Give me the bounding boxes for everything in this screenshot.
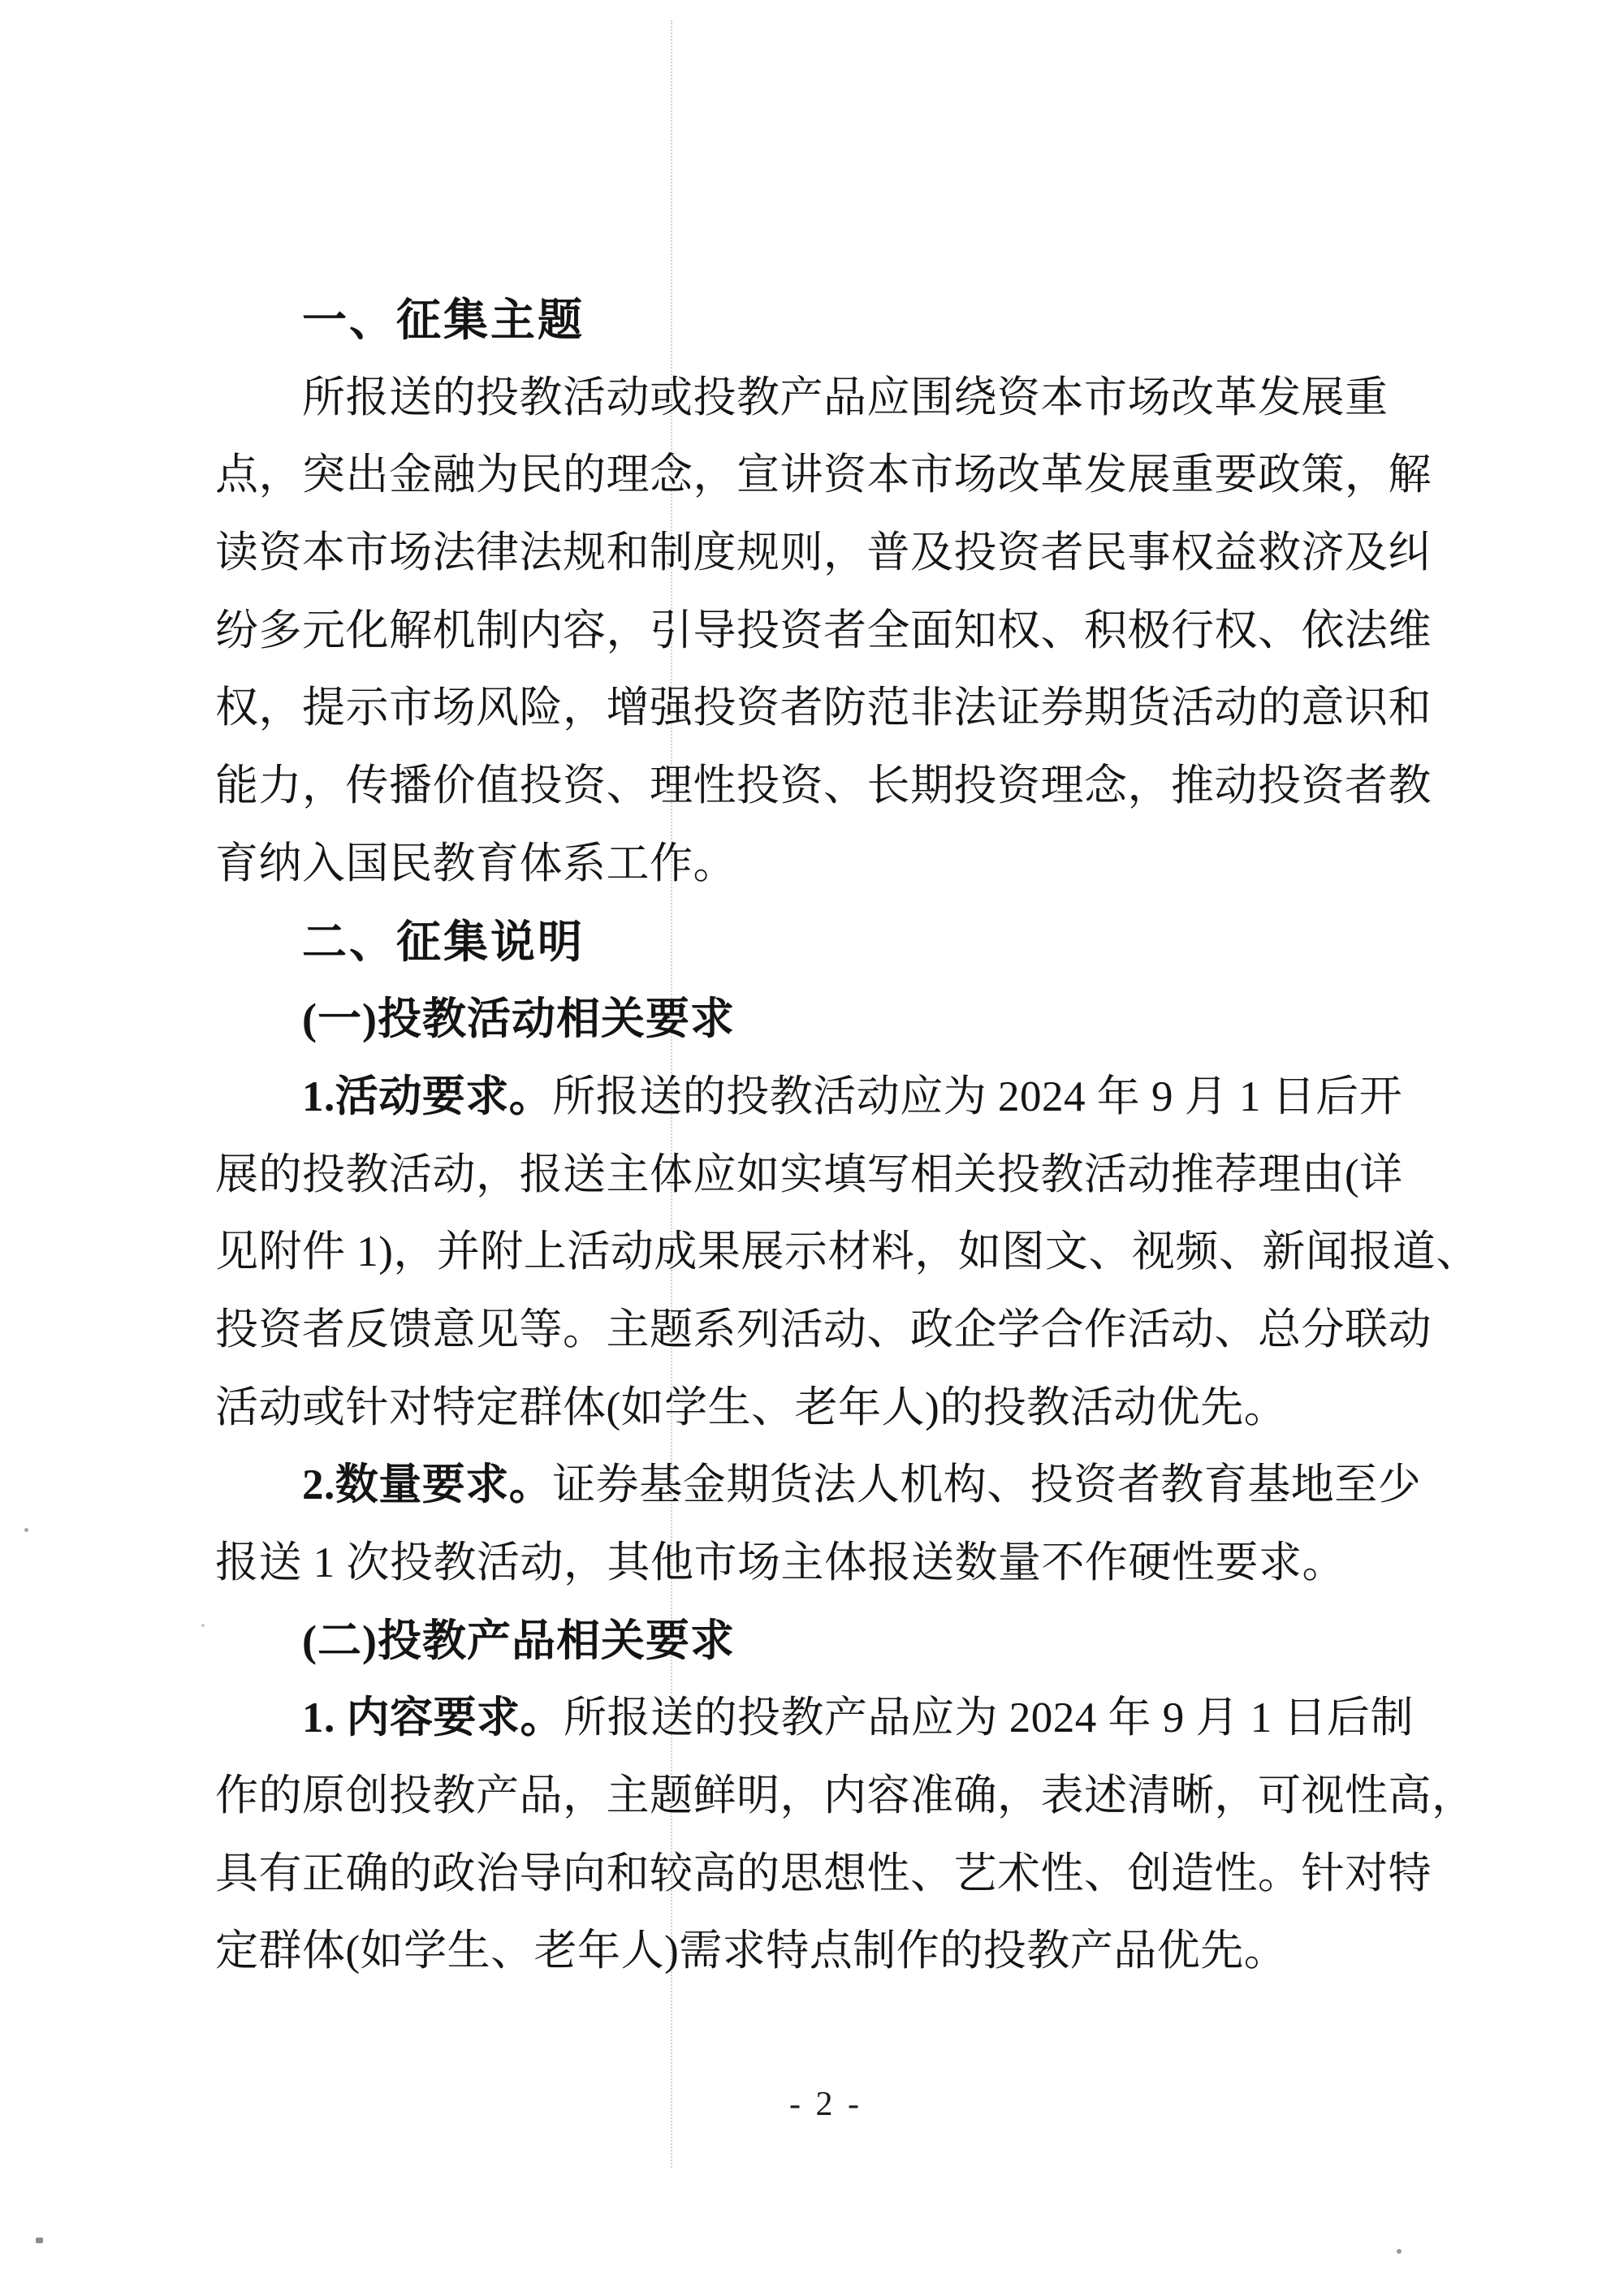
heading-section-2 <box>215 904 1436 982</box>
text-segment: 报送 1 次投教活动，其他市场主体报送数量不作硬性要求。 <box>215 1539 1345 1586</box>
para-1-line-4 <box>215 593 1436 671</box>
text-segment: 纷多元化解机制内容，引导投资者全面知权、积极行权、依法维 <box>215 606 1432 654</box>
text-segment: 所报送的投教活动应为 2024 年 9 月 1 日后开 <box>552 1072 1403 1120</box>
text-block <box>215 282 1479 1991</box>
para-2-3-line-1 <box>215 1680 1436 1758</box>
para-2-1-line-2 <box>215 1137 1436 1215</box>
para-2-3-line-3 <box>215 1836 1436 1914</box>
run-in-heading: 1. 内容要求。 <box>302 1694 564 1742</box>
subheading-2-1 <box>215 981 1436 1059</box>
para-1-line-2 <box>215 437 1436 515</box>
scan-artifact-speck <box>1397 2249 1402 2254</box>
text-segment: 育纳入国民教育体系工作。 <box>215 839 736 887</box>
scan-artifact-speck <box>24 1528 28 1532</box>
text-segment: 投资者反馈意见等。主题系列活动、政企学合作活动、总分联动 <box>215 1306 1432 1353</box>
para-2-2-line-1 <box>215 1447 1436 1525</box>
run-in-heading: 1.活动要求。 <box>302 1072 553 1120</box>
text-segment: 所报送的投教活动或投教产品应围绕资本市场改革发展重 <box>302 373 1389 421</box>
para-1-line-7 <box>215 826 1436 904</box>
para-2-3-line-4 <box>215 1913 1436 1991</box>
subheading-2-2 <box>215 1603 1436 1681</box>
run-in-heading: 2.数量要求。 <box>302 1461 553 1509</box>
para-1-line-5 <box>215 670 1436 748</box>
para-2-1-line-5 <box>215 1370 1436 1448</box>
scan-artifact-speck <box>201 1624 205 1627</box>
text-segment: 具有正确的政治导向和较高的思想性、艺术性、创造性。针对特 <box>215 1849 1432 1897</box>
para-2-1-line-4 <box>215 1292 1436 1370</box>
text-segment: 见附件 1)，并附上活动成果展示材料，如图文、视频、新闻报道、 <box>215 1228 1479 1276</box>
text-segment: 展的投教活动，报送主体应如实填写相关投教活动推荐理由(详 <box>215 1150 1403 1198</box>
para-2-3-line-2 <box>215 1758 1475 1836</box>
text-segment: 点，突出金融为民的理念，宣讲资本市场改革发展重要政策，解 <box>215 451 1432 499</box>
para-2-1-line-3 <box>215 1214 1479 1292</box>
text-segment: 定群体(如学生、老年人)需求特点制作的投教产品优先。 <box>215 1927 1288 1975</box>
para-1-line-1 <box>215 360 1436 438</box>
run-in-heading: 一、征集主题 <box>302 295 585 345</box>
para-2-2-line-2 <box>215 1525 1436 1603</box>
text-segment: 所报送的投教产品应为 2024 年 9 月 1 日后制 <box>564 1694 1414 1742</box>
run-in-heading: (二)投教产品相关要求 <box>302 1616 735 1665</box>
para-2-1-line-1 <box>215 1059 1436 1137</box>
run-in-heading: (一)投教活动相关要求 <box>302 995 735 1044</box>
text-segment: 证券基金期货法人机构、投资者教育基地至少 <box>552 1461 1422 1509</box>
page-number: - 2 - <box>789 2086 862 2123</box>
run-in-heading: 二、征集说明 <box>302 916 585 967</box>
text-segment: 权，提示市场风险，增强投资者防范非法证券期货活动的意识和 <box>215 684 1432 732</box>
heading-section-1 <box>215 282 1436 360</box>
text-segment: 作的原创投教产品，主题鲜明，内容准确，表述清晰，可视性高， <box>215 1772 1475 1820</box>
text-segment: 能力，传播价值投资、理性投资、长期投资理念，推动投资者教 <box>215 762 1432 810</box>
text-segment: 活动或针对特定群体(如学生、老年人)的投教活动优先。 <box>215 1383 1288 1431</box>
text-segment: 读资本市场法律法规和制度规则，普及投资者民事权益救济及纠 <box>215 529 1432 577</box>
scan-artifact-speck <box>36 2238 43 2243</box>
para-1-line-6 <box>215 748 1436 826</box>
para-1-line-3 <box>215 515 1436 593</box>
